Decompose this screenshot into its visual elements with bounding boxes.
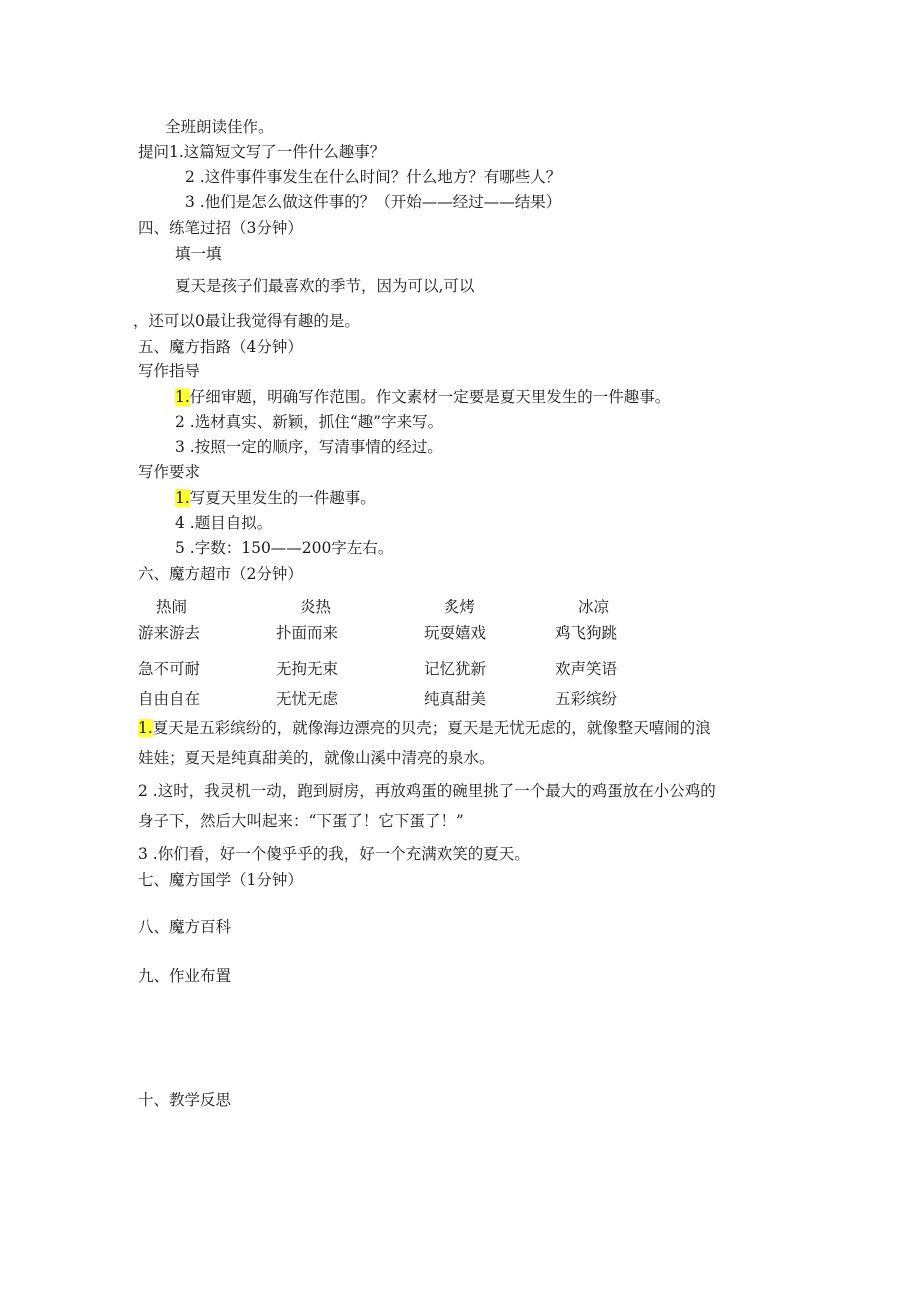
fill-in-line-1: 夏天是孩子们最喜欢的季节，因为可以,可以 — [175, 277, 475, 295]
highlight-number: 1. — [138, 719, 153, 737]
vocab-word: 欢声笑语 — [555, 660, 618, 678]
writing-requirement-1 — [175, 488, 376, 508]
vocab-word: 热闹 — [156, 598, 188, 616]
section-10-heading: 十、教学反思 — [138, 1091, 232, 1109]
sample-sentence-3: 3 .你们看，好一个傻乎乎的我，好一个充满欢笑的夏天。 — [138, 845, 530, 863]
vocab-word: 游来游去 — [138, 624, 201, 642]
writing-guide-item-2: 2 .选材真实、新颖，抓住“趣”字来写。 — [175, 413, 444, 431]
sample-sentence-1-line-1 — [138, 718, 711, 738]
fill-in-label: 填一填 — [175, 245, 222, 263]
section-7-heading: 七、魔方国学（1分钟） — [138, 871, 303, 889]
writing-requirement-2: 4 .题目自拟。 — [175, 514, 273, 532]
question-2: 2 .这件事件事发生在什么时间？什么地方？有哪些人？ — [185, 168, 562, 186]
writing-requirements-title: 写作要求 — [138, 463, 201, 481]
writing-guide-item-1 — [175, 387, 670, 407]
vocab-word: 自由自在 — [138, 690, 201, 708]
writing-requirement-3: 5 .字数：150——200字左右。 — [175, 539, 394, 557]
writing-guide-title: 写作指导 — [138, 362, 201, 380]
section-9-heading: 九、作业布置 — [138, 967, 232, 985]
section-6-heading: 六、魔方超市（2分钟） — [138, 565, 303, 583]
writing-guide-item-3: 3 .按照一定的顺序，写清事情的经过。 — [175, 438, 443, 456]
vocab-word: 冰凉 — [578, 598, 610, 616]
section-5-heading: 五、魔方指路（4分钟） — [138, 338, 303, 356]
section-8-heading: 八、魔方百科 — [138, 918, 232, 936]
section-4-heading: 四、练笔过招（3分钟） — [138, 219, 303, 237]
sample-sentence-2-line-1: 2 .这时，我灵机一动，跑到厨房，再放鸡蛋的碗里挑了一个最大的鸡蛋放在小公鸡的 — [138, 782, 716, 800]
requirement-1-text: 写夏天里发生的一件趣事。 — [189, 489, 376, 507]
vocab-word: 炙烤 — [444, 598, 476, 616]
vocab-word: 纯真甜美 — [424, 690, 487, 708]
vocab-word: 无忧无虑 — [276, 690, 339, 708]
question-3: 3 .他们是怎么做这件事的？（开始——经过——结果） — [185, 193, 562, 211]
sample-sentence-1-line-2: 娃娃；夏天是纯真甜美的，就像山溪中清亮的泉水。 — [138, 749, 495, 767]
vocab-word: 扑面而来 — [276, 624, 339, 642]
vocab-word: 五彩缤纷 — [555, 690, 618, 708]
vocab-word: 鸡飞狗跳 — [555, 624, 618, 642]
vocab-word: 无拘无束 — [276, 660, 339, 678]
question-1: 提问1.这篇短文写了一件什么趣事？ — [138, 143, 386, 161]
sentence-1-text: 夏天是五彩缤纷的，就像海边漂亮的贝壳；夏天是无忧无虑的，就像整天嘻闹的浪 — [152, 719, 711, 737]
highlight-number: 1. — [175, 489, 190, 507]
vocab-word: 急不可耐 — [138, 660, 201, 678]
vocab-word: 炎热 — [300, 598, 332, 616]
vocab-word: 玩耍嬉戏 — [424, 624, 487, 642]
vocab-word: 记忆犹新 — [424, 660, 487, 678]
read-aloud-line: 全班朗读佳作。 — [165, 118, 274, 136]
fill-in-line-2: ，还可以0最让我觉得有趣的是。 — [133, 312, 360, 330]
guide-item-1-text: 仔细审题，明确写作范围。作文素材一定要是夏天里发生的一件趣事。 — [189, 388, 671, 406]
highlight-number: 1. — [175, 388, 190, 406]
sample-sentence-2-line-2: 身子下，然后大叫起来：“下蛋了！它下蛋了！” — [138, 812, 464, 830]
